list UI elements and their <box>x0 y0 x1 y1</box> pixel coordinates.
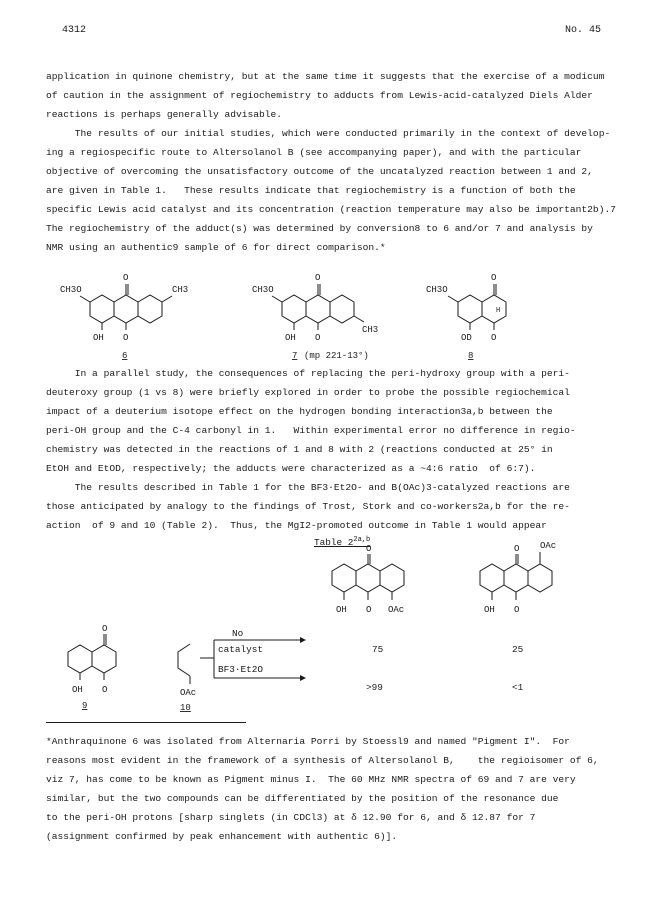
text-line: The regiochemistry of the adduct(s) was determined by conversion8 to 6 and/or 7 and analysis by <box>46 223 593 234</box>
footnote-line: reasons most evident in the framework of a synthesis of Altersolanol B, the regioisomer of 6, <box>46 755 599 766</box>
carbonyl-o-label: O <box>102 624 108 634</box>
structure-6 <box>60 262 240 362</box>
carbonyl-o-label: O <box>514 605 520 615</box>
hydroxy-label: OH <box>72 685 83 695</box>
yield-bf3-a: >99 <box>366 682 383 693</box>
carbonyl-o-label: O <box>366 544 372 554</box>
acetoxy-label: OAc <box>540 541 557 551</box>
structure-8 <box>428 262 568 362</box>
carbonyl-o-label: O <box>514 544 520 554</box>
text-line: The results described in Table 1 for the BF3·Et2O- and B(OAc)3-catalyzed reactions are <box>46 482 570 493</box>
reactant-9 <box>58 622 158 714</box>
carbonyl-o-label: O <box>123 273 129 283</box>
structure-7 <box>252 262 432 362</box>
hydroxy-label: OH <box>285 333 296 343</box>
yield-bf3-b: <1 <box>512 682 524 693</box>
yield-no-catalyst-b: 25 <box>512 644 524 655</box>
carbonyl-o-label: O <box>366 605 372 615</box>
footnote-line: to the peri-OH protons [sharp singlets (in CDCl3) at δ 12.90 for 6, and δ 12.87 for 7 <box>46 812 536 823</box>
carbonyl-o-label: O <box>491 333 497 343</box>
table2-product-a <box>322 546 432 626</box>
table2-product-b <box>470 540 580 626</box>
text-line: NMR using an authentic9 sample of 6 for direct comparison.* <box>46 242 386 253</box>
text-line: specific Lewis acid catalyst and its concentration (reaction temperature may also be important2b).7 <box>46 204 616 215</box>
compound-number-6: 6 <box>122 351 128 361</box>
text-line: are given in Table 1. These results indicate that regiochemistry is a function of both the <box>46 185 576 196</box>
methoxy-label: CH3O <box>252 285 274 295</box>
text-line: The results of our initial studies, which were conducted primarily in the context of develop- <box>46 128 611 139</box>
acetoxy-label: OAc <box>180 688 197 698</box>
page-number: 4312 <box>62 25 87 36</box>
hydrogen-label: H <box>496 307 501 315</box>
footnote-line: viz 7, has come to be known as Pigment minus I. The 60 MHz NMR spectra of 69 and 7 are very <box>46 774 576 785</box>
hydroxy-label: OH <box>336 605 347 615</box>
text-line: of caution in the assignment of regiochemistry to adducts from Lewis-acid-catalyzed Diels Alder <box>46 90 593 101</box>
carbonyl-o-label: O <box>315 273 321 283</box>
text-line: ing a regiospecific route to Altersolanol B (see accompanying paper), and with the particular <box>46 147 582 158</box>
text-line: action of 9 and 10 (Table 2). Thus, the MgI2-promoted outcome in Table 1 would appear <box>46 520 547 531</box>
text-line: chemistry was detected in the reactions of 1 and 8 with 2 (reactions conducted at 25° in <box>46 444 553 455</box>
acetoxy-label: OAc <box>388 605 405 615</box>
text-line: In a parallel study, the consequences of replacing the peri-hydroxy group with a peri- <box>46 368 570 379</box>
footnote-line: *Anthraquinone 6 was isolated from Alternaria Porri by Stoessl9 and named "Pigment I". For <box>46 736 570 747</box>
text-line: EtOH and EtOD, respectively; the adducts were characterized as a ~4:6 ratio of 6:7). <box>46 463 536 474</box>
text-line: objective of overcoming the unsatisfactory outcome of the uncatalyzed reaction between 1 and 2, <box>46 166 593 177</box>
footnote-line: similar, but the two compounds can be differentiated by the position of the resonance due <box>46 793 559 804</box>
condition-bf3-label: BF3·Et2O <box>218 664 264 675</box>
compound-number-8: 8 <box>468 351 474 361</box>
methyl-label: CH3 <box>172 285 189 295</box>
melting-point-label: (mp 221-13°) <box>304 351 369 361</box>
carbonyl-o-label: O <box>315 333 321 343</box>
footnote-line: (assignment confirmed by peak enhancement with authentic 6)]. <box>46 831 398 842</box>
condition-no-label: No <box>232 628 244 639</box>
methoxy-label: CH3O <box>426 285 448 295</box>
text-line: peri-OH group and the C-4 carbonyl in 1. Within experimental error no difference in regio- <box>46 425 576 436</box>
reaction-arrows <box>200 630 310 690</box>
journal-issue: No. 45 <box>565 25 602 36</box>
carbonyl-o-label: O <box>102 685 108 695</box>
carbonyl-o-label: O <box>491 273 497 283</box>
table-2-title: Table $2^{2a,b}$ <box>314 536 371 549</box>
carbonyl-o-label: O <box>123 333 129 343</box>
text-line: impact of a deuterium isotope effect on the hydrogen bonding interaction3a,b between the <box>46 406 553 417</box>
yield-no-catalyst-a: 75 <box>372 644 384 655</box>
compound-number-7: 7 <box>292 351 298 361</box>
methoxy-label: CH3O <box>60 285 82 295</box>
hydroxy-label: OH <box>484 605 495 615</box>
methyl-label: CH3 <box>362 325 379 335</box>
condition-catalyst-label: catalyst <box>218 644 264 655</box>
compound-number-9: 9 <box>82 701 88 711</box>
text-line: deuteroxy group (1 vs 8) were briefly explored in order to probe the possible regiochemical <box>46 387 570 398</box>
text-line: application in quinone chemistry, but at the same time it suggests that the exercise of a modicum <box>46 71 605 82</box>
hydroxy-label: OH <box>93 333 104 343</box>
compound-number-10: 10 <box>180 703 191 713</box>
deuteroxy-label: OD <box>461 333 472 343</box>
text-line: reactions is perhaps generally advisable. <box>46 109 283 120</box>
footnote-rule <box>46 722 246 723</box>
text-line: those anticipated by analogy to the findings of Trost, Stork and co-workers2a,b for the re- <box>46 501 570 512</box>
